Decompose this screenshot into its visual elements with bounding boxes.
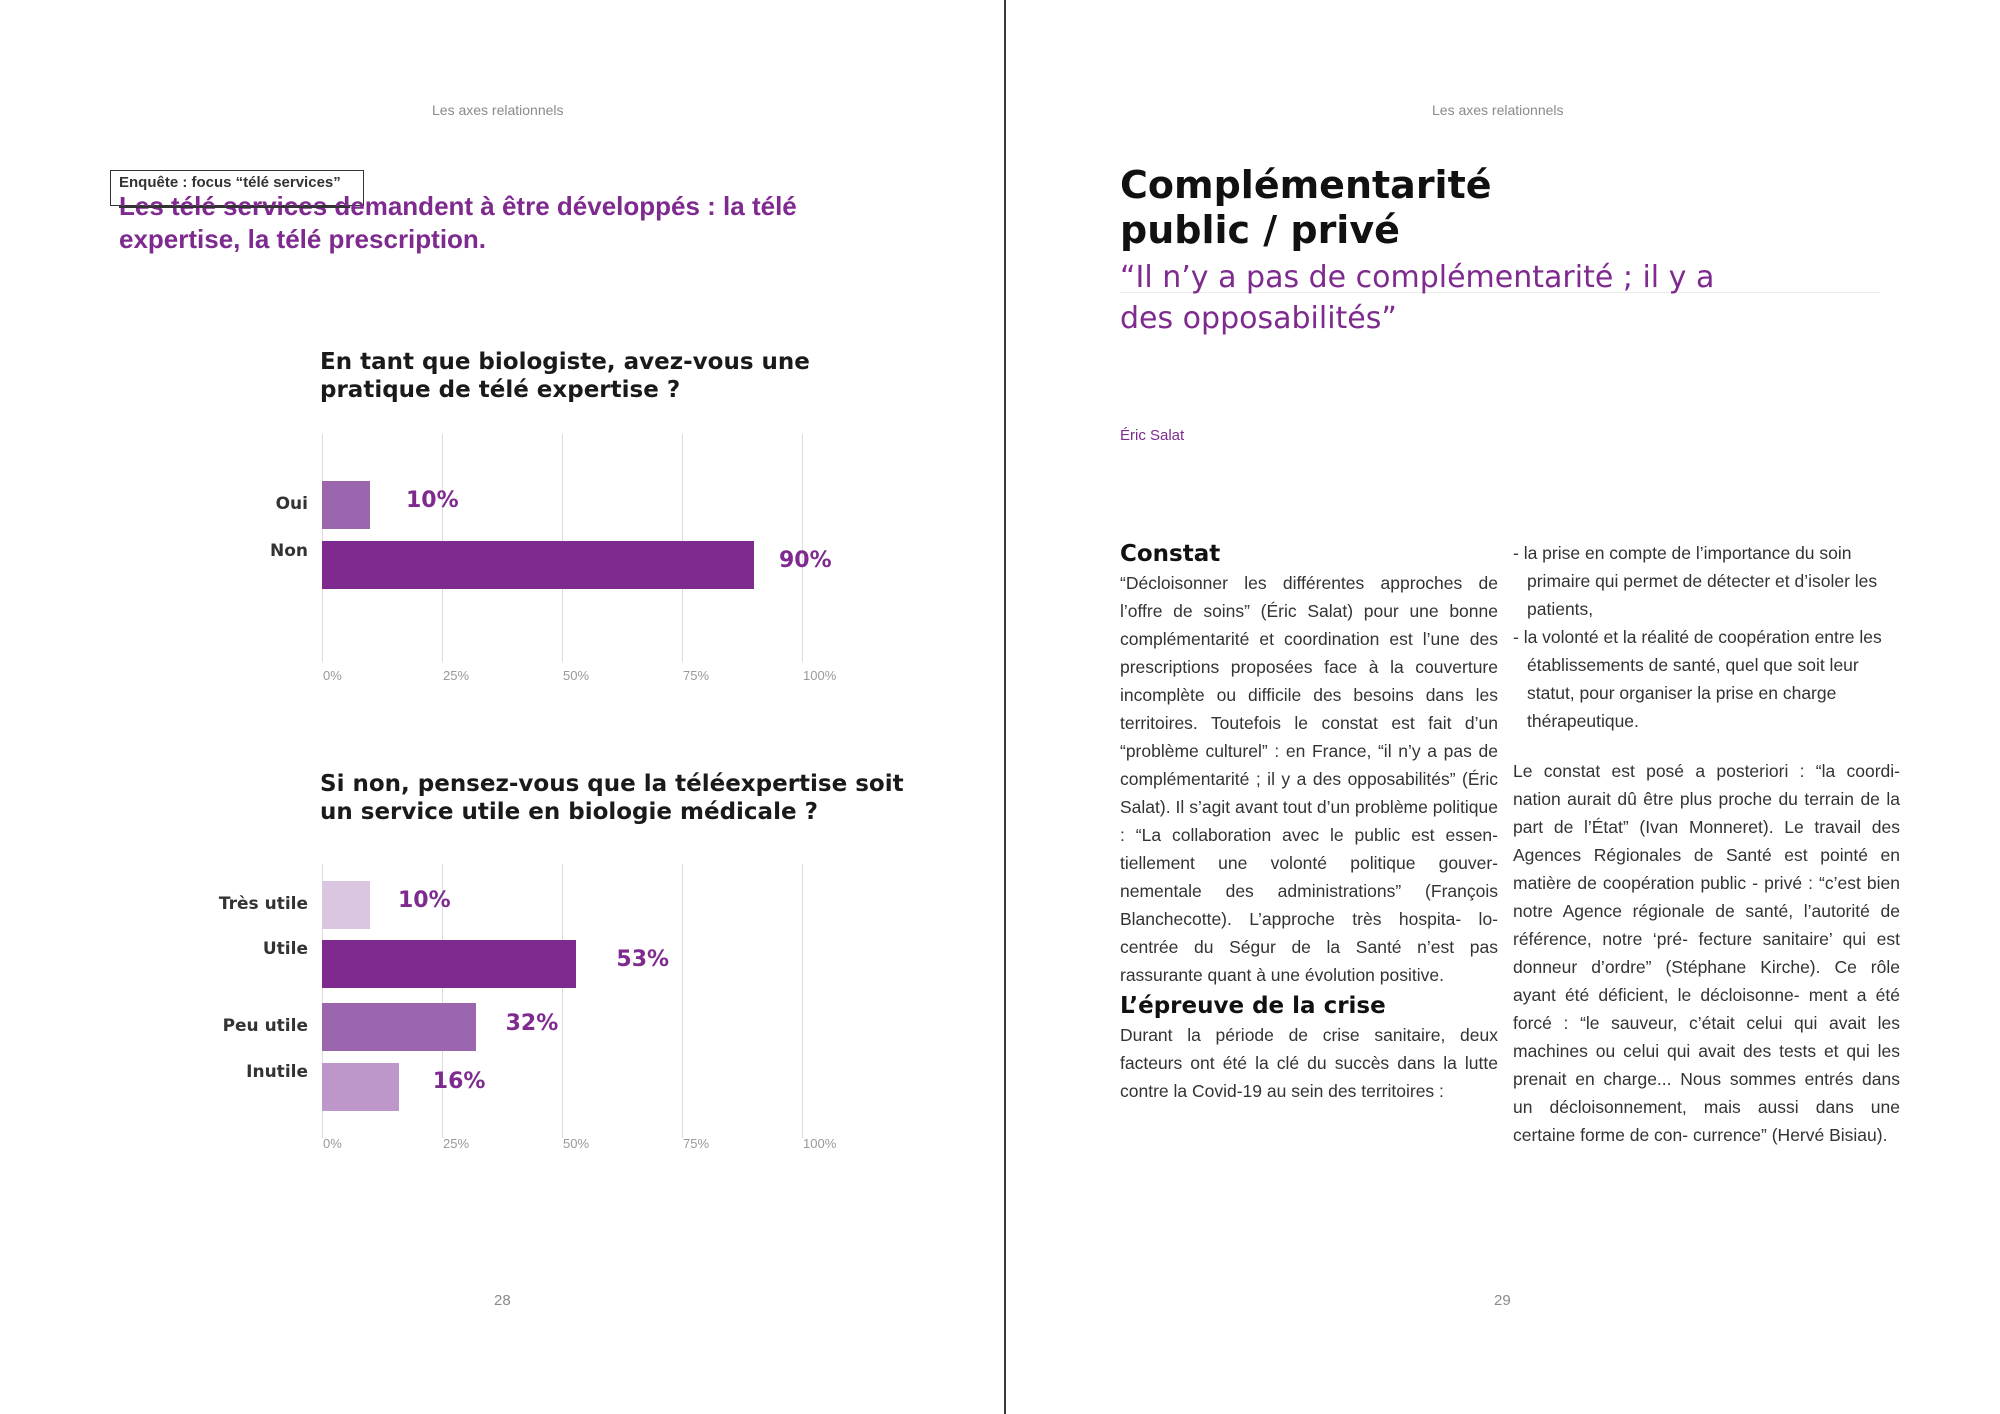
right-page-title [1120,163,1492,253]
chart1-tick-label: 100% [803,668,837,683]
chart1-category-label: Oui [275,494,308,514]
title-line-2: public / privé [1120,208,1400,252]
quote-author: Éric Salat [1120,427,1185,444]
chart1-tick-label: 50% [563,668,590,683]
chart1-tick-label: 0% [323,668,342,683]
chart2-tick-label: 25% [443,1136,470,1151]
chart2-tick-label: 50% [563,1136,590,1151]
page-number-right: 29 [1494,1292,1511,1309]
survey-tag: Enquête : focus “télé services” [110,170,364,206]
chart2-bar-peu-utile [322,1003,476,1051]
section-text-crise: Durant la période de crise sanitaire, deux facteurs ont été la clé du succès dans la lutte contre la Covid-19 au sein des territoires : [1120,1025,1498,1101]
chart2-gridline [802,864,803,1138]
pull-quote: “Il n’y a pas de complémentarité ; il y a des opposabilités” [1120,260,1715,336]
chart2-value-label: 53% [616,947,670,972]
chart2-gridline [682,864,683,1138]
chart1-category-label: Non [269,541,308,561]
running-header-right: Les axes relationnels [1432,102,1564,118]
chart2-category-label: Inutile [246,1062,308,1082]
chart2-bar-très-utile [322,881,370,929]
bullet-list [1513,539,1900,735]
chart2-value-label: 32% [505,1011,559,1036]
chart2-tick-label: 75% [683,1136,710,1151]
right-column-text: Le constat est posé a posteriori : “la coordi- nation aurait dû être plus proche du terrain de la part de l’État” (Ivan Monneret). Le travail des Agences Régionales de Santé est pointé en matière de coopération public - privé : “c’est bien notre Agence régionale de santé, l’autorité de référence, notre ‘pré- fecture sanitaire’ qui est donneur d’ordre” (Stéphane Kirche). Ce rôle ayant été déficient, le décloisonne- ment a été forcé : “le sauveur, c’était celui qui avait les machines ou celui qui avait des tests et qui les prenait en charge... Nous sommes entrés dans un décloisonnement, mais aussi dans une certaine forme de con- currence” (Hervé Bisiau). [1513,761,1900,1145]
chart2-tick-label: 100% [803,1136,837,1151]
section-text-constat: “Décloisonner les différentes approches de l’offre de soins” (Éric Salat) pour une bonne complémentarité et coordination est l’une des prescriptions proposées face à la couverture incomplète ou difficile des besoins dans les territoires. Toutefois le constat est fait d’un “problème culturel” : en France, “il n’y a pas de complémentarité ; il y a des opposabilités” (Éric Salat). Il s’agit avant tout d’un problème politique : “La collaboration avec le public est essen- tiellement une volonté politique gouver- nementale des administrations” (François Blanchecotte). L’approche très hospita- lo-centrée du Ségur de la Santé n’est pas rassurante quant à une évolution positive. [1120,573,1498,985]
section-heading-crise: L’épreuve de la crise [1120,993,1386,1019]
running-header-left: Les axes relationnels [432,102,564,118]
section-heading-constat: Constat [1120,541,1221,567]
chart1-value-label: 10% [406,488,459,513]
chart2-value-label: 10% [398,888,451,913]
title-rest: emandent à être développés : la télé expertise, la télé prescription. [119,191,797,254]
chart1-title: En tant que biologiste, avez-vous une pratique de télé expertise ? [320,349,810,403]
list-item: - la volonté et la réalité de coopération entre les établissements de santé, quel que soit leur statut, pour organiser la prise en charge thérapeutique. [1513,627,1882,731]
chart2-category-label: Utile [262,939,308,959]
chart2-category-label: Peu utile [222,1016,308,1036]
list-item: - la prise en compte de l’importance du soin primaire qui permet de détecter et d’isoler les patients, [1513,543,1878,619]
chart2-bar-utile [322,940,576,988]
title-line-1: Complémentarité [1120,163,1492,207]
chart2-tick-label: 0% [323,1136,342,1151]
chart2-value-label: 16% [432,1069,486,1094]
chart2-bar-inutile [322,1063,399,1111]
chart1-tick-label: 75% [683,668,710,683]
page-number-left: 28 [494,1292,511,1309]
chart2-category-label: Très utile [218,894,308,914]
chart2-gridline [562,864,563,1138]
chart2-title: Si non, pensez-vous que la téléexpertise soit un service utile en biologie médicale ? [320,771,904,825]
left-column [1120,541,1498,1105]
page-divider [1004,0,1006,1414]
right-column [1513,539,1900,1149]
chart1-tick-label: 25% [443,668,470,683]
title-strikethrough: Les télé services d [119,191,351,221]
chart1-value-label: 90% [779,548,832,573]
